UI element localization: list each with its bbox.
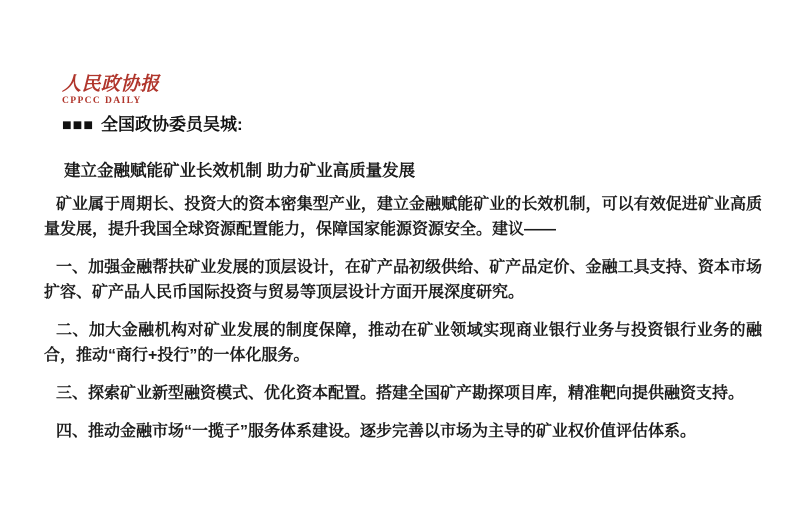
newspaper-logo [62, 74, 160, 107]
article-paragraph: 二、加大金融机构对矿业发展的制度保障，推动在矿业领域实现商业银行业务与投资银行业务的融合，推动“商行+投行”的一体化服务。 [44, 322, 762, 364]
byline-squares-icon: ■■■ [62, 117, 94, 134]
article-body [44, 192, 762, 457]
newspaper-logo-english: CPPCC DAILY [62, 96, 142, 106]
byline-text: 全国政协委员吴城: [101, 115, 243, 134]
article-paragraph: 一、加强金融帮扶矿业发展的顶层设计，在矿产品初级供给、矿产品定价、金融工具支持、资本市场扩容、矿产品人民币国际投资与贸易等顶层设计方面开展深度研究。 [44, 259, 762, 301]
article-title: 建立金融赋能矿业长效机制 助力矿业高质量发展 [64, 162, 416, 181]
newspaper-logo-chinese: 人民政协报 [62, 74, 160, 95]
article-paragraph: 四、推动金融市场“一揽子”服务体系建设。逐步完善以市场为主导的矿业权价值评估体系。 [56, 423, 697, 440]
byline [62, 114, 243, 137]
article-paragraph: 三、探索矿业新型融资模式、优化资本配置。搭建全国矿产勘探项目库，精准靶向提供融资支持。 [56, 385, 745, 402]
article-paragraph: 矿业属于周期长、投资大的资本密集型产业，建立金融赋能矿业的长效机制，可以有效促进矿业高质量发展，提升我国全球资源配置能力，保障国家能源资源安全。建议—— [44, 196, 762, 238]
